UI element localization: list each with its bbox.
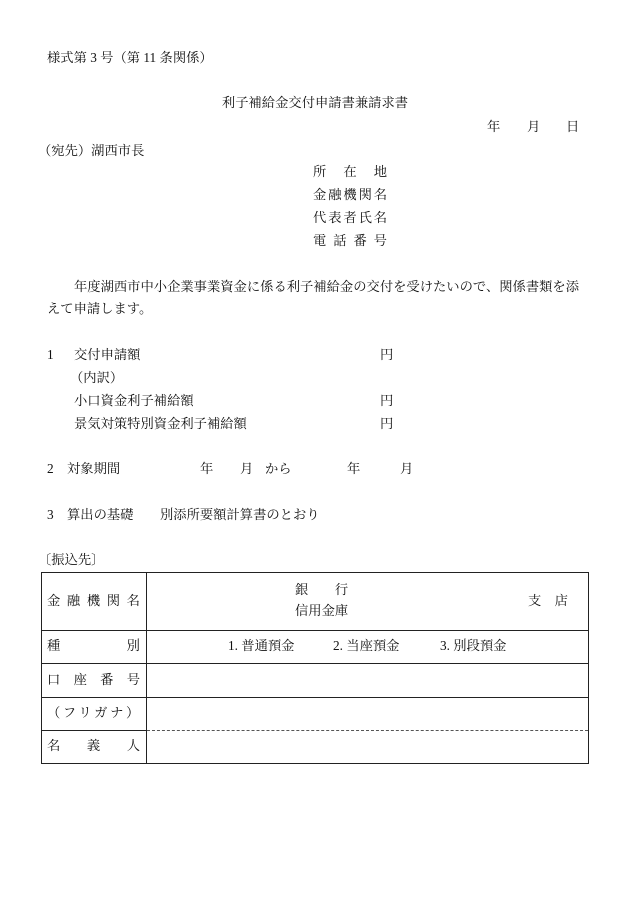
- breakdown-small-loan-unit: 円: [380, 393, 394, 408]
- item-2-label: 対象期間: [67, 461, 121, 476]
- applicant-address-label: 所 在 地: [313, 164, 389, 179]
- date-month: 月: [527, 119, 541, 134]
- table-credit-union-label: 信用金庫: [295, 603, 349, 618]
- item-1-label: 交付申請額: [74, 347, 141, 362]
- breakdown-small-loan-label: 小口資金利子補給額: [74, 393, 194, 408]
- item-2-number: 2: [47, 461, 54, 476]
- table-column-divider: [146, 573, 147, 763]
- table-row-divider: [42, 730, 147, 731]
- period-end-month: 月: [400, 461, 414, 476]
- transfer-heading: 〔振込先〕: [38, 552, 105, 567]
- date-day: 日: [566, 119, 580, 134]
- item-1-unit: 円: [380, 347, 394, 362]
- table-furigana-label: （フリガナ）: [47, 705, 142, 720]
- item-3-label: 算出の基礎: [67, 507, 134, 522]
- account-type-option-ordinary: 1. 普通預金: [228, 638, 295, 653]
- table-row-divider: [42, 697, 588, 698]
- breakdown-special-fund-unit: 円: [380, 416, 394, 431]
- statement-line-1: 年度湖西市中小企業事業資金に係る利子補給金の交付を受けたいので、関係書類を添: [74, 279, 580, 294]
- period-from: から: [265, 461, 292, 476]
- period-start-month: 月: [240, 461, 254, 476]
- date-year: 年: [487, 119, 501, 134]
- breakdown-special-fund-label: 景気対策特別資金利子補給額: [74, 416, 247, 431]
- table-row-divider: [42, 630, 588, 631]
- applicant-institution-label: 金融機関名: [313, 187, 389, 202]
- applicant-representative-label: 代表者氏名: [313, 210, 389, 225]
- item-3-number: 3: [47, 507, 54, 522]
- breakdown-label: （内訳）: [70, 370, 124, 385]
- table-branch-label: 支 店: [528, 593, 568, 608]
- period-start-year: 年: [200, 461, 214, 476]
- table-holder-label: 名 義 人: [47, 738, 141, 753]
- table-account-number-label: 口 座 番 号: [47, 672, 141, 687]
- table-account-type-label: 種 別: [47, 638, 143, 653]
- table-bank-label: 銀 行: [295, 582, 349, 597]
- item-3-value: 別添所要額計算書のとおり: [160, 507, 320, 522]
- period-end-year: 年: [347, 461, 361, 476]
- table-row-divider-dashed: [147, 730, 588, 731]
- item-1-number: 1: [47, 347, 54, 362]
- document-title: 利子補給金交付申請書兼請求書: [221, 95, 409, 110]
- addressee: （宛先）湖西市長: [38, 143, 145, 158]
- table-institution-label: 金 融 機 関 名: [47, 593, 142, 608]
- form-number: 様式第 3 号（第 11 条関係）: [47, 50, 213, 65]
- applicant-phone-label: 電 話 番 号: [313, 233, 389, 248]
- account-type-option-current: 2. 当座預金: [333, 638, 400, 653]
- table-row-divider: [42, 663, 588, 664]
- statement-line-2: えて申請します。: [47, 301, 153, 316]
- account-type-option-special: 3. 別段預金: [440, 638, 507, 653]
- transfer-table: [41, 572, 589, 764]
